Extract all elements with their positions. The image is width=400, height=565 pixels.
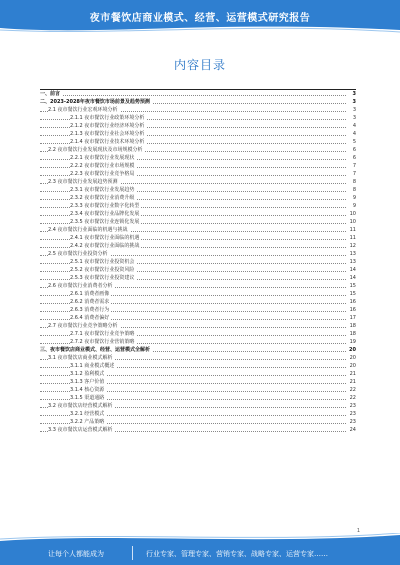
toc-entry-page: 20 — [346, 346, 356, 354]
toc-entry-page: 4 — [346, 130, 356, 138]
toc-entry-title: 2.3 夜市餐饮行业发展趋势预测 — [48, 179, 118, 185]
toc-entry[interactable] — [40, 338, 356, 346]
toc-entry[interactable] — [40, 106, 356, 114]
toc-entry-page: 23 — [346, 402, 356, 410]
toc-entry-title: 2.7.2 夜市餐饮行业营销策略 — [70, 339, 135, 345]
toc-entry-title: 2.2 夜市餐饮行业发展现状及市场规模分析 — [48, 147, 143, 153]
toc-entry-title: 2.6.1 消费者画像 — [70, 291, 110, 297]
toc-entry-title: 2.4.1 夜市餐饮行业面临的机遇 — [70, 235, 140, 241]
toc-entry-page: 16 — [346, 298, 356, 306]
toc-entry-page: 12 — [346, 242, 356, 250]
toc-entry[interactable] — [40, 346, 356, 354]
toc-entry-title: 2.3.3 夜市餐饮行业数字化转型 — [70, 203, 140, 209]
header-bar — [0, 0, 400, 32]
toc-entry-page: 6 — [346, 154, 356, 162]
toc-entry[interactable] — [40, 410, 356, 418]
toc-entry-page: 15 — [346, 290, 356, 298]
toc-entry-page: 21 — [346, 378, 356, 386]
toc-entry-page: 13 — [346, 258, 356, 266]
toc-entry[interactable] — [40, 386, 356, 394]
toc-entry[interactable] — [40, 330, 356, 338]
toc-entry-title: 3.1.3 客户价值 — [70, 379, 105, 385]
toc-entry-title: 3.2.2 产品策略 — [70, 419, 105, 425]
toc-entry[interactable] — [40, 274, 356, 282]
toc-entry[interactable] — [40, 98, 356, 106]
toc-entry-page: 22 — [346, 386, 356, 394]
toc-entry-page: 6 — [346, 146, 356, 154]
footer-slogan: 让每个人都能成为 — [48, 550, 104, 558]
report-title: 夜市餐饮店商业模式、经营、运营模式研究报告 — [89, 13, 311, 24]
toc-entry[interactable] — [40, 426, 356, 434]
toc-entry[interactable] — [40, 370, 356, 378]
toc-entry-page: 16 — [346, 306, 356, 314]
toc-entry[interactable] — [40, 258, 356, 266]
toc-entry-title: 2.6.2 消费者需求 — [70, 299, 110, 305]
toc-entry[interactable] — [40, 122, 356, 130]
toc-entry-title: 三、夜市餐饮店商业模式、经营、运营模式全解析 — [40, 347, 151, 353]
toc-entry-title: 2.7 夜市餐饮行业竞争策略分析 — [48, 323, 118, 329]
toc-entry-page: 20 — [346, 362, 356, 370]
footer-bar — [0, 541, 400, 565]
toc-entry-title: 2.4.2 夜市餐饮行业面临的挑战 — [70, 243, 140, 249]
toc-leader-dots — [40, 95, 348, 96]
toc-heading: 内容目录 — [173, 58, 226, 72]
page-number: 1 — [356, 528, 360, 534]
toc-entry-page: 11 — [346, 226, 356, 234]
toc-entry-title: 2.5.2 夜市餐饮行业投资风险 — [70, 267, 135, 273]
toc-entry-title: 3.2 夜市餐饮店经营模式解析 — [48, 403, 113, 409]
toc-entry-title: 3.1.5 渠道通路 — [70, 395, 105, 401]
toc-entry[interactable] — [40, 170, 356, 178]
toc-entry[interactable] — [40, 202, 356, 210]
toc-entry[interactable] — [40, 354, 356, 362]
toc-entry[interactable] — [40, 194, 356, 202]
toc-entry[interactable] — [40, 234, 356, 242]
toc-entry-title: 2.3.2 夜市餐饮行业消费升级 — [70, 195, 135, 201]
toc-entry-title: 3.3 夜市餐饮店运营模式解析 — [48, 427, 113, 433]
toc-entry-title: 3.1 夜市餐饮店商业模式解析 — [48, 355, 113, 361]
toc-entry-page: 7 — [346, 170, 356, 178]
toc-entry-page: 18 — [346, 330, 356, 338]
toc-entry[interactable] — [40, 218, 356, 226]
toc-entry-title: 2.6.4 消费者偏好 — [70, 315, 110, 321]
toc-entry-title: 2.1.4 夜市餐饮行业技术环境分析 — [70, 139, 145, 145]
toc-entry[interactable] — [40, 242, 356, 250]
toc-entry-page: 3 — [346, 90, 356, 98]
toc-entry-title: 2.1.3 夜市餐饮行业社会环境分析 — [70, 131, 145, 137]
toc-entry-page: 3 — [346, 98, 356, 106]
footer-expert-list: 行业专家、管理专家、营销专家、战略专家、运营专家…… — [146, 550, 328, 558]
toc-entry-page: 3 — [346, 106, 356, 114]
toc-entry-title: 一、前言 — [40, 91, 61, 97]
toc-entry-title: 2.2.3 夜市餐饮行业竞争格局 — [70, 171, 135, 177]
toc-entry[interactable] — [40, 162, 356, 170]
toc-entry-page: 20 — [346, 354, 356, 362]
toc-entry-title: 3.2.1 经营模式 — [70, 411, 105, 417]
toc-entry-title: 2.7.1 夜市餐饮行业竞争策略 — [70, 331, 135, 337]
toc-entry-title: 2.4 夜市餐饮行业面临的机遇与挑战 — [48, 227, 128, 233]
toc-entry-title: 3.1.1 商业模式概述 — [70, 363, 115, 369]
toc-entry[interactable] — [40, 266, 356, 274]
toc-entry[interactable] — [40, 210, 356, 218]
toc-entry-title: 2.5 夜市餐饮行业投资分析 — [48, 251, 108, 257]
toc-entry[interactable] — [40, 322, 356, 330]
toc-entry-title: 2.6.3 消费者行为 — [70, 307, 110, 313]
toc-entry-page: 24 — [346, 426, 356, 434]
toc-entry[interactable] — [40, 250, 356, 258]
toc-entry-title: 2.2.1 夜市餐饮行业发展现状 — [70, 155, 135, 161]
toc-entry-page: 13 — [346, 250, 356, 258]
toc-entry[interactable] — [40, 314, 356, 322]
toc-entry[interactable] — [40, 298, 356, 306]
toc-entry-page: 7 — [346, 162, 356, 170]
toc-entry-page: 9 — [346, 194, 356, 202]
toc-entry[interactable] — [40, 138, 356, 146]
table-of-contents — [40, 90, 356, 434]
toc-entry-page: 18 — [346, 322, 356, 330]
toc-entry-page: 22 — [346, 394, 356, 402]
toc-entry-title: 2.1.2 夜市餐饮行业经济环境分析 — [70, 123, 145, 129]
toc-entry-title: 2.3.4 夜市餐饮行业品牌化发展 — [70, 211, 140, 217]
toc-entry-title: 2.5.3 夜市餐饮行业投资建议 — [70, 275, 135, 281]
toc-entry[interactable] — [40, 282, 356, 290]
toc-entry[interactable] — [40, 290, 356, 298]
toc-entry[interactable] — [40, 178, 356, 186]
toc-entry-title: 2.3.5 夜市餐饮行业连锁化发展 — [70, 219, 140, 225]
toc-entry-page: 19 — [346, 338, 356, 346]
toc-entry-page: 14 — [346, 266, 356, 274]
toc-entry-page: 23 — [346, 418, 356, 426]
toc-entry-page: 23 — [346, 410, 356, 418]
footer-divider — [132, 546, 133, 560]
toc-entry[interactable] — [40, 226, 356, 234]
toc-entry[interactable] — [40, 154, 356, 162]
toc-entry-page: 11 — [346, 234, 356, 242]
toc-entry[interactable] — [40, 378, 356, 386]
toc-entry-title: 2.1.1 夜市餐饮行业政策环境分析 — [70, 115, 145, 121]
toc-entry[interactable] — [40, 90, 356, 98]
toc-entry[interactable] — [40, 402, 356, 410]
toc-entry-page: 3 — [346, 114, 356, 122]
toc-entry-title: 2.2.2 夜市餐饮行业市场规模 — [70, 163, 135, 169]
toc-entry-title: 2.5.1 夜市餐饮行业投资机会 — [70, 259, 135, 265]
toc-entry-page: 17 — [346, 314, 356, 322]
toc-entry-page: 10 — [346, 218, 356, 226]
toc-entry-title: 二、2023-2028年夜市餐饮市场前景及趋势预测 — [40, 99, 150, 105]
toc-entry[interactable] — [40, 186, 356, 194]
toc-entry-title: 2.1 夜市餐饮行业宏观环境分析 — [48, 107, 118, 113]
toc-entry-page: 21 — [346, 370, 356, 378]
toc-entry-page: 8 — [346, 186, 356, 194]
toc-entry-page: 9 — [346, 202, 356, 210]
toc-entry-page: 4 — [346, 122, 356, 130]
toc-entry[interactable] — [40, 418, 356, 426]
toc-entry-title: 3.1.4 核心资源 — [70, 387, 105, 393]
toc-entry-page: 5 — [346, 138, 356, 146]
toc-entry[interactable] — [40, 130, 356, 138]
toc-entry-page: 15 — [346, 282, 356, 290]
toc-entry-page: 8 — [346, 178, 356, 186]
toc-entry-page: 14 — [346, 274, 356, 282]
toc-entry-title: 2.3.1 夜市餐饮行业发展趋势 — [70, 187, 135, 193]
footer-wave-decoration — [0, 533, 400, 543]
toc-entry[interactable] — [40, 114, 356, 122]
header-wave-decoration — [0, 22, 400, 36]
toc-entry[interactable] — [40, 394, 356, 402]
toc-entry-page: 10 — [346, 210, 356, 218]
toc-entry[interactable] — [40, 146, 356, 154]
toc-entry-title: 3.1.2 盈利模式 — [70, 371, 105, 377]
toc-entry[interactable] — [40, 306, 356, 314]
toc-entry-title: 2.6 夜市餐饮行业消费者分析 — [48, 283, 113, 289]
toc-entry[interactable] — [40, 362, 356, 370]
